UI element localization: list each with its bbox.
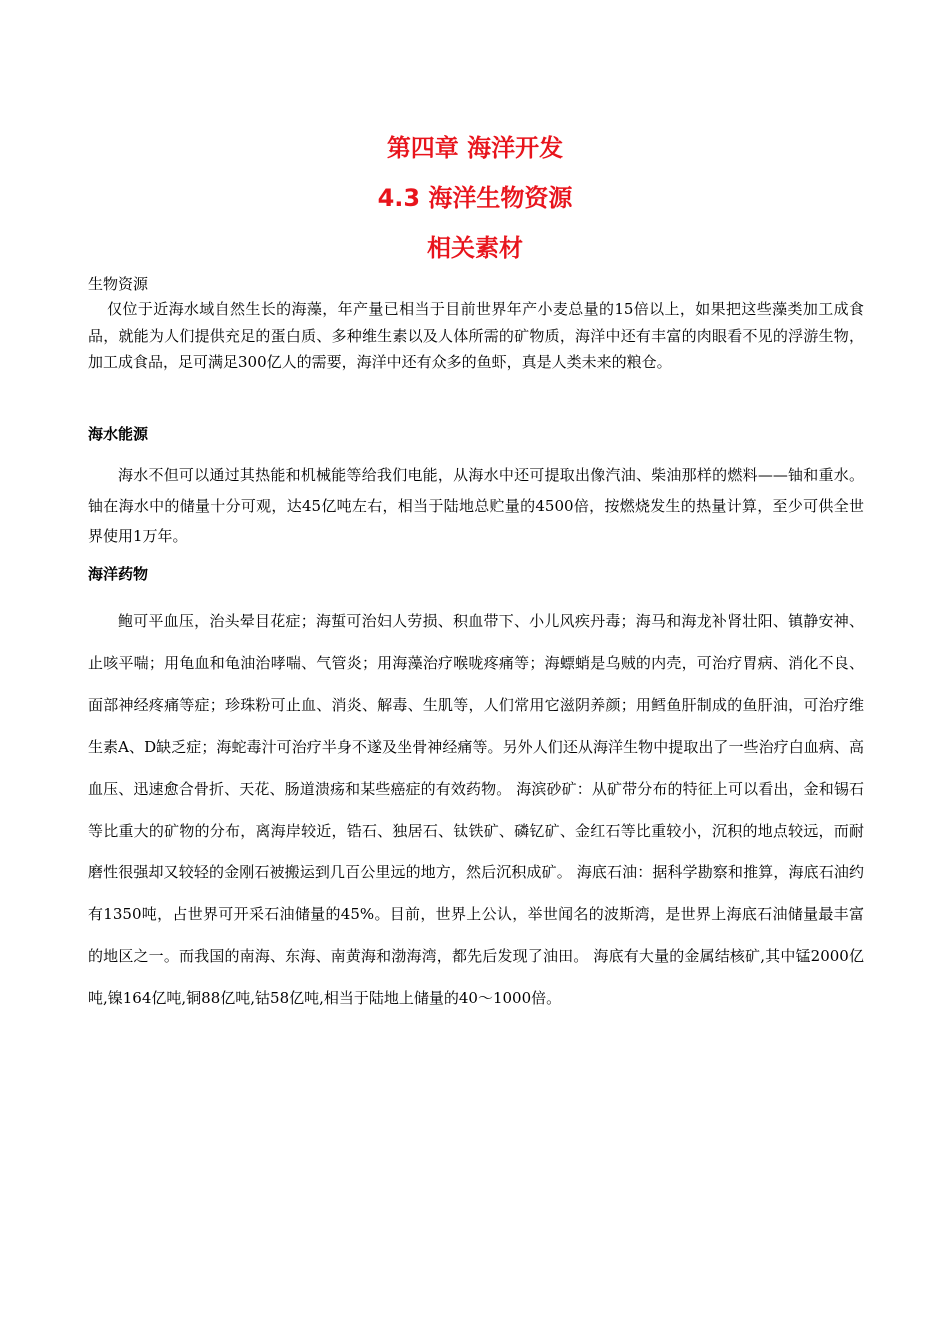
chapter-title: 第四章 海洋开发 — [386, 134, 564, 162]
section-heading-biological-resources: 生物资源 — [88, 275, 149, 293]
subtitle: 相关素材 — [427, 234, 523, 262]
section-title: 4.3 海洋生物资源 — [377, 184, 573, 212]
paragraph-biological-resources: 仅位于近海水域自然生长的海藻，年产量已相当于目前世界年产小麦总量的15倍以上，如果把这些藻类加工成食品，就能为人们提供充足的蛋白质、多种维生素以及人体所需的矿物质，海洋中还有丰富的肉眼看不见的浮游生物，加工成食品，足可满足300亿人的需要，海洋中还有众多的鱼虾，真是人类未来的粮仓。 — [88, 300, 864, 371]
section-heading-marine-medicine: 海洋药物 — [88, 565, 149, 583]
section-heading-seawater-energy: 海水能源 — [88, 425, 149, 443]
paragraph-seawater-energy: 海水不但可以通过其热能和机械能等给我们电能，从海水中还可提取出像汽油、柴油那样的燃料——铀和重水。铀在海水中的储量十分可观，达45亿吨左右，相当于陆地总贮量的4500倍，按燃烧发生的热量计算，至少可供全世界使用1万年。 — [88, 466, 864, 545]
paragraph-marine-medicine: 鲍可平血压，治头晕目花症；海蜇可治妇人劳损、积血带下、小儿风疾丹毒；海马和海龙补肾壮阳、镇静安神、止咳平喘；用龟血和龟油治哮喘、气管炎；用海藻治疗喉咙疼痛等；海螵蛸是乌贼的内壳，可治疗胃病、消化不良、面部神经疼痛等症；珍珠粉可止血、消炎、解毒、生肌等，人们常用它滋阴养颜；用鳕鱼肝制成的鱼肝油，可治疗维生素A、D缺乏症；海蛇毒汁可治疗半身不遂及坐骨神经痛等。另外人们还从海洋生物中提取出了一些治疗白血病、高血压、迅速愈合骨折、天花、肠道溃疡和某些癌症的有效药物。 海滨砂矿：从矿带分布的特征上可以看出，金和锡石等比重大的矿物的分布，离海岸较近，锆石、独居石、钛铁矿、磷钇矿、金红石等比重较小，沉积的地点较远，而耐磨性很强却又较轻的金刚石被搬运到几百公里远的地方，然后沉积成矿。 海底石油：据科学勘察和推算，海底石油约有1350吨，占世界可开采石油储量的45%。目前，世界上公认，举世闻名的波斯湾，是世界上海底石油储量最丰富的地区之一。而我国的南海、东海、南黄海和渤海湾，都先后发现了油田。 海底有大量的金属结核矿,其中锰2000亿吨,镍164亿吨,铜88亿吨,钴58亿吨,相当于陆地上储量的40～1000倍。 — [88, 612, 864, 1008]
